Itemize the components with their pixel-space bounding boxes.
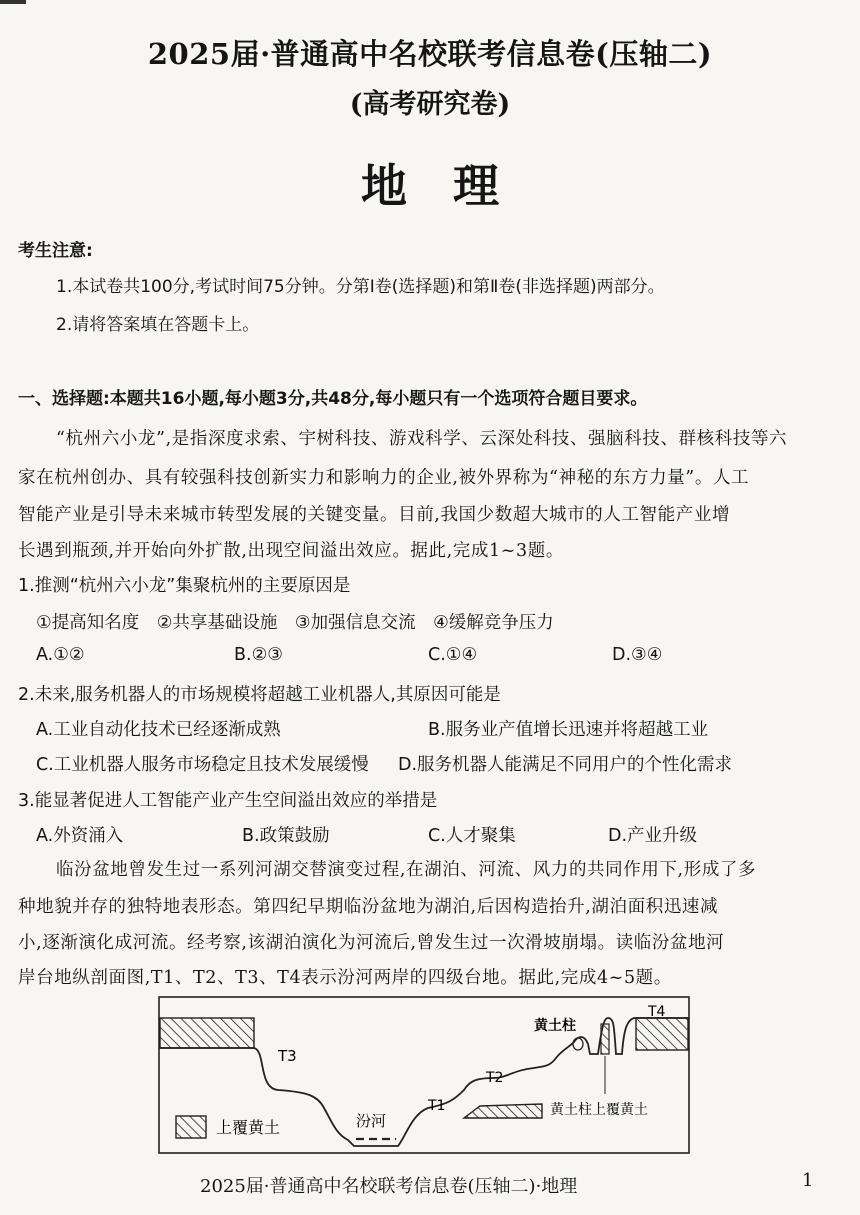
- question-1-items: ①提高知名度 ②共享基础设施 ③加强信息交流 ④缓解竞争压力: [36, 613, 554, 633]
- question-3-option-a[interactable]: A.外资涌入: [36, 826, 124, 846]
- question-1-option-d[interactable]: D.③④: [612, 645, 663, 665]
- question-1-stem: 1.推测“杭州六小龙”集聚杭州的主要原因是: [18, 576, 351, 596]
- question-1-option-a[interactable]: A.①②: [36, 645, 85, 665]
- passage-line: 岸台地纵剖面图,T1、T2、T3、T4表示汾河两岸的四级台地。据此,完成4~5题。: [18, 968, 672, 988]
- passage-line: 长遇到瓶颈,并开始向外扩散,出现空间溢出效应。据此,完成1~3题。: [18, 541, 564, 561]
- label-loess-pillar: 黄土柱: [534, 1018, 576, 1034]
- scan-mark: [0, 0, 26, 4]
- loess-pillar-cover: [601, 1024, 609, 1054]
- label-river: 汾河: [356, 1112, 387, 1130]
- page-footer: 2025届·普通高中名校联考信息卷(压轴二)·地理: [200, 1176, 578, 1197]
- passage-line: 种地貌并存的独特地表形态。第四纪早期临汾盆地为湖泊,后因构造抬升,湖泊面积迅速减: [18, 897, 719, 917]
- exam-title: 2025届·普通高中名校联考信息卷(压轴二): [147, 37, 713, 71]
- t2-loess-cover: [464, 1104, 542, 1118]
- passage-line: 智能产业是引导未来城市转型发展的关键变量。目前,我国少数超大城市的人工智能产业增: [18, 505, 731, 525]
- passage-line: “杭州六小龙”,是指深度求索、宇树科技、游戏科学、云深处科技、强脑科技、群核科技等六: [56, 429, 788, 449]
- question-3-stem: 3.能显著促进人工智能产业产生空间溢出效应的举措是: [18, 791, 438, 811]
- question-1-option-c[interactable]: C.①④: [428, 645, 478, 665]
- subject-title: 地理: [361, 159, 545, 213]
- t3-loess-cover: [160, 1018, 254, 1048]
- t4-loess-cover: [636, 1018, 688, 1050]
- question-3-option-d[interactable]: D.产业升级: [608, 826, 698, 846]
- passage-line: 小,逐渐演化成河流。经考察,该湖泊演化为河流后,曾发生过一次滑坡崩塌。读临汾盆地河: [18, 933, 725, 953]
- question-2-stem: 2.未来,服务机器人的市场规模将超越工业机器人,其原因可能是: [18, 685, 501, 705]
- question-2-option-c[interactable]: C.工业机器人服务市场稳定且技术发展缓慢: [36, 755, 369, 775]
- section-heading: 一、选择题:本题共16小题,每小题3分,共48分,每小题只有一个选项符合题目要求。: [18, 389, 648, 409]
- question-2-option-a[interactable]: A.工业自动化技术已经逐渐成熟: [36, 720, 281, 740]
- legend-label: 上覆黄土: [216, 1118, 281, 1137]
- loess-pillar-top: [573, 1038, 583, 1050]
- notice-item: 1.本试卷共100分,考试时间75分钟。分第Ⅰ卷(选择题)和第Ⅱ卷(非选择题)两部分。: [56, 277, 665, 297]
- page-number: 1: [802, 1170, 814, 1191]
- exam-subtitle: (高考研究卷): [349, 89, 511, 120]
- question-2-option-d[interactable]: D.服务机器人能满足不同用户的个性化需求: [398, 755, 733, 775]
- question-2-option-b[interactable]: B.服务业产值增长迅速并将超越工业: [428, 720, 709, 740]
- legend-swatch: [176, 1116, 206, 1138]
- label-t2: T2: [486, 1070, 504, 1086]
- label-pillar-cover: 黄土柱上覆黄土: [550, 1102, 648, 1118]
- label-t1: T1: [428, 1098, 446, 1114]
- label-t4: T4: [648, 1004, 666, 1020]
- terrace-profile-figure: [158, 996, 698, 1156]
- passage-line: 临汾盆地曾发生过一系列河湖交替演变过程,在湖泊、河流、风力的共同作用下,形成了多: [56, 860, 757, 880]
- question-3-option-c[interactable]: C.人才聚集: [428, 826, 516, 846]
- label-t3: T3: [278, 1047, 297, 1065]
- notice-heading: 考生注意:: [18, 241, 93, 261]
- notice-item: 2.请将答案填在答题卡上。: [56, 315, 260, 335]
- question-3-option-b[interactable]: B.政策鼓励: [242, 826, 330, 846]
- question-1-option-b[interactable]: B.②③: [234, 645, 283, 665]
- passage-line: 家在杭州创办、具有较强科技创新实力和影响力的企业,被外界称为“神秘的东方力量”。人工: [18, 468, 750, 488]
